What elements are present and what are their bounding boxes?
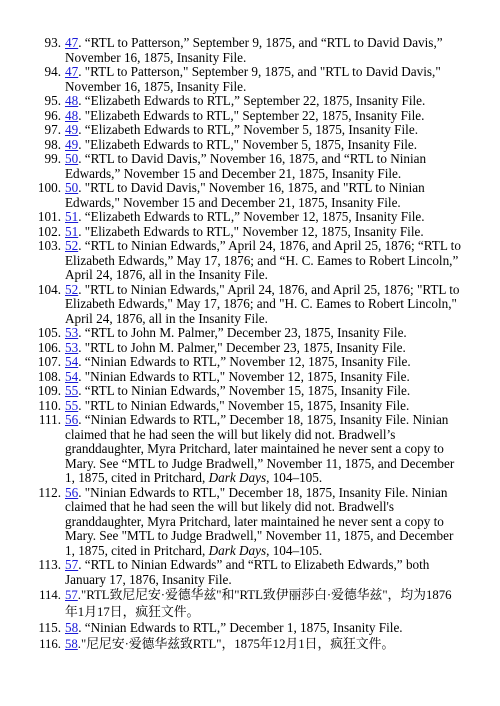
endnote-item xyxy=(0,587,500,621)
endnote-text: . “RTL to Patterson,” September 9, 1875, and “RTL to David Davis,” November 16, 1875, Insanity File. xyxy=(65,35,443,65)
endnote-item xyxy=(0,341,500,356)
note-reference-link[interactable]: 51 xyxy=(65,223,79,239)
note-reference-link[interactable]: 47 xyxy=(65,35,79,50)
book-title: Dark Days xyxy=(208,542,267,558)
endnote-number: 95. xyxy=(44,93,61,108)
note-reference-link[interactable]: 48 xyxy=(65,93,79,108)
endnote-text: ."RTL致尼尼安·爱德华兹"和"RTL致伊丽莎白·爱德华兹"，均为1876年1月17日，疯狂文件。 xyxy=(65,588,452,619)
endnote-number: 93. xyxy=(44,35,61,50)
endnote-text: . "RTL to Patterson," September 9, 1875, and "RTL to David Davis," November 16, 1875, Insanity File. xyxy=(65,64,441,94)
endnote-text-tail: , 104–105. xyxy=(266,470,323,485)
endnote-item xyxy=(0,399,500,414)
endnote-text: . “RTL to David Davis,” November 16, 1875, and “RTL to Ninian Edwards,” November 15 and December 21, 1875, Insanity File. xyxy=(65,151,427,181)
endnote-text: . "RTL to Ninian Edwards," April 24, 1876, and April 25, 1876; "RTL to Elizabeth Edwards," May 17, 1876; and "H. C. Eames to Robert Lincoln," April 24, 1876, all in the Insanity File. xyxy=(65,281,460,326)
endnote-number: 100. xyxy=(37,180,61,195)
endnote-item xyxy=(0,109,500,124)
endnote-item xyxy=(0,152,500,181)
note-reference-link[interactable]: 48 xyxy=(65,107,79,123)
endnote-text: . “Elizabeth Edwards to RTL,” September 22, 1875, Insanity File. xyxy=(78,93,426,108)
endnote-text: . "Elizabeth Edwards to RTL," September 22, 1875, Insanity File. xyxy=(78,107,425,123)
endnote-number: 99. xyxy=(44,151,61,166)
endnote-item xyxy=(0,283,500,327)
note-reference-link[interactable]: 57 xyxy=(65,557,79,572)
endnote-number: 96. xyxy=(44,107,61,123)
endnote-number: 94. xyxy=(44,64,61,79)
note-reference-link[interactable]: 52 xyxy=(65,238,79,253)
endnote-text-tail: , 104–105. xyxy=(266,542,323,558)
note-reference-link[interactable]: 58 xyxy=(65,620,79,635)
endnote-text: . “Ninian Edwards to RTL,” December 18, 1875, Insanity File. Ninian claimed that he had seen the will but likely did not. Bradwell’s granddaughter, Myra Pritchard, later maintained he never sent a copy to Mary. See “MTL to Judge Bradwell,” November 11, 1875, and December 1, 1875, cited in Pritchard, xyxy=(65,412,455,485)
endnote-text: . “RTL to Ninian Edwards,” November 15, 1875, Insanity File. xyxy=(78,383,411,398)
note-reference-link[interactable]: 57 xyxy=(65,588,78,602)
endnote-number: 101. xyxy=(37,209,61,224)
endnote-text: . “Elizabeth Edwards to RTL,” November 12, 1875, Insanity File. xyxy=(78,209,425,224)
endnote-item xyxy=(0,558,500,587)
endnote-text: . “Ninian Edwards to RTL,” December 1, 1875, Insanity File. xyxy=(78,620,403,635)
endnote-text: . "RTL to Ninian Edwards," November 15, 1875, Insanity File. xyxy=(78,397,410,413)
endnote-text: . “RTL to John M. Palmer,” December 23, 1875, Insanity File. xyxy=(78,325,407,340)
endnote-item xyxy=(0,65,500,94)
endnote-text: . “Ninian Edwards to RTL,” November 12, 1875, Insanity File. xyxy=(78,354,411,369)
endnote-number: 116. xyxy=(39,636,61,651)
endnote-number: 104. xyxy=(37,281,61,297)
endnote-text: . "RTL to David Davis," November 16, 1875, and "RTL to Ninian Edwards," November 15 and December 21, 1875, Insanity File. xyxy=(65,180,425,210)
endnote-text: . "Elizabeth Edwards to RTL," November 12, 1875, Insanity File. xyxy=(78,223,424,239)
endnote-text: . "Elizabeth Edwards to RTL," November 5, 1875, Insanity File. xyxy=(78,136,418,152)
endnote-text: . "RTL to John M. Palmer," December 23, 1875, Insanity File. xyxy=(78,339,406,355)
note-reference-link[interactable]: 54 xyxy=(65,368,79,384)
endnote-number: 103. xyxy=(37,238,61,253)
note-reference-link[interactable]: 53 xyxy=(65,339,79,355)
note-reference-link[interactable]: 55 xyxy=(65,383,79,398)
note-reference-link[interactable]: 50 xyxy=(65,180,79,195)
note-reference-link[interactable]: 55 xyxy=(65,397,79,413)
endnote-item xyxy=(0,636,500,653)
endnote-number: 108. xyxy=(37,368,61,384)
endnote-item xyxy=(0,486,500,559)
endnote-number: 110. xyxy=(38,397,61,413)
endnote-item xyxy=(0,210,500,225)
endnote-item xyxy=(0,384,500,399)
endnote-item xyxy=(0,413,500,486)
endnote-text: . “RTL to Ninian Edwards” and “RTL to Elizabeth Edwards,” both January 17, 1876, Insanity File. xyxy=(65,557,430,587)
note-reference-link[interactable]: 47 xyxy=(65,64,79,79)
note-reference-link[interactable]: 56 xyxy=(65,484,79,500)
note-reference-link[interactable]: 54 xyxy=(65,354,79,369)
endnote-text: . “Elizabeth Edwards to RTL,” November 5, 1875, Insanity File. xyxy=(78,122,418,137)
endnote-number: 111. xyxy=(38,412,61,427)
endnote-number: 105. xyxy=(37,325,61,340)
endnote-number: 109. xyxy=(37,383,61,398)
endnote-number: 98. xyxy=(44,136,61,152)
endnote-number: 106. xyxy=(37,339,61,355)
book-title: Dark Days xyxy=(208,470,267,485)
endnote-item xyxy=(0,94,500,109)
note-reference-link[interactable]: 56 xyxy=(65,412,79,427)
endnote-item xyxy=(0,326,500,341)
endnote-number: 112. xyxy=(38,484,61,500)
endnote-item xyxy=(0,138,500,153)
endnote-number: 115. xyxy=(38,620,61,635)
endnote-item xyxy=(0,36,500,65)
endnote-item xyxy=(0,181,500,210)
endnote-number: 107. xyxy=(37,354,61,369)
endnote-text: . "Ninian Edwards to RTL," November 12, 1875, Insanity File. xyxy=(78,368,410,384)
note-reference-link[interactable]: 50 xyxy=(65,151,79,166)
note-reference-link[interactable]: 51 xyxy=(65,209,79,224)
note-reference-link[interactable]: 52 xyxy=(65,281,79,297)
endnote-text: . “RTL to Ninian Edwards,” April 24, 1876, and April 25, 1876; “RTL to Elizabeth Edwards,” May 17, 1876; and “H. C. Eames to Robert Lincoln,” April 24, 1876, all in the Insanity File. xyxy=(65,238,461,282)
note-reference-link[interactable]: 49 xyxy=(65,122,79,137)
endnote-item xyxy=(0,123,500,138)
endnote-item xyxy=(0,355,500,370)
note-reference-link[interactable]: 58 xyxy=(65,636,78,651)
note-reference-link[interactable]: 49 xyxy=(65,136,79,152)
endnote-number: 97. xyxy=(44,122,61,137)
endnote-number: 113. xyxy=(38,557,61,572)
endnotes-list xyxy=(0,36,500,653)
endnote-number: 102. xyxy=(37,223,61,239)
endnote-item xyxy=(0,370,500,385)
endnote-item xyxy=(0,239,500,283)
note-reference-link[interactable]: 53 xyxy=(65,325,79,340)
endnote-item xyxy=(0,225,500,240)
endnote-item xyxy=(0,621,500,636)
endnote-text: ."尼尼安·爱德华兹致RTL"，1875年12月1日，疯狂文件。 xyxy=(77,636,395,651)
endnote-text: . "Ninian Edwards to RTL," December 18, 1875, Insanity File. Ninian claimed that he had seen the will but likely did not. Bradwell's granddaughter, Myra Pritchard, later maintained he never sent a copy to Mary. See "MTL to Judge Bradwell," November 11, 1875, and December 1, 1875, cited in Pritchard, xyxy=(65,484,454,558)
endnote-number: 114. xyxy=(39,588,61,602)
